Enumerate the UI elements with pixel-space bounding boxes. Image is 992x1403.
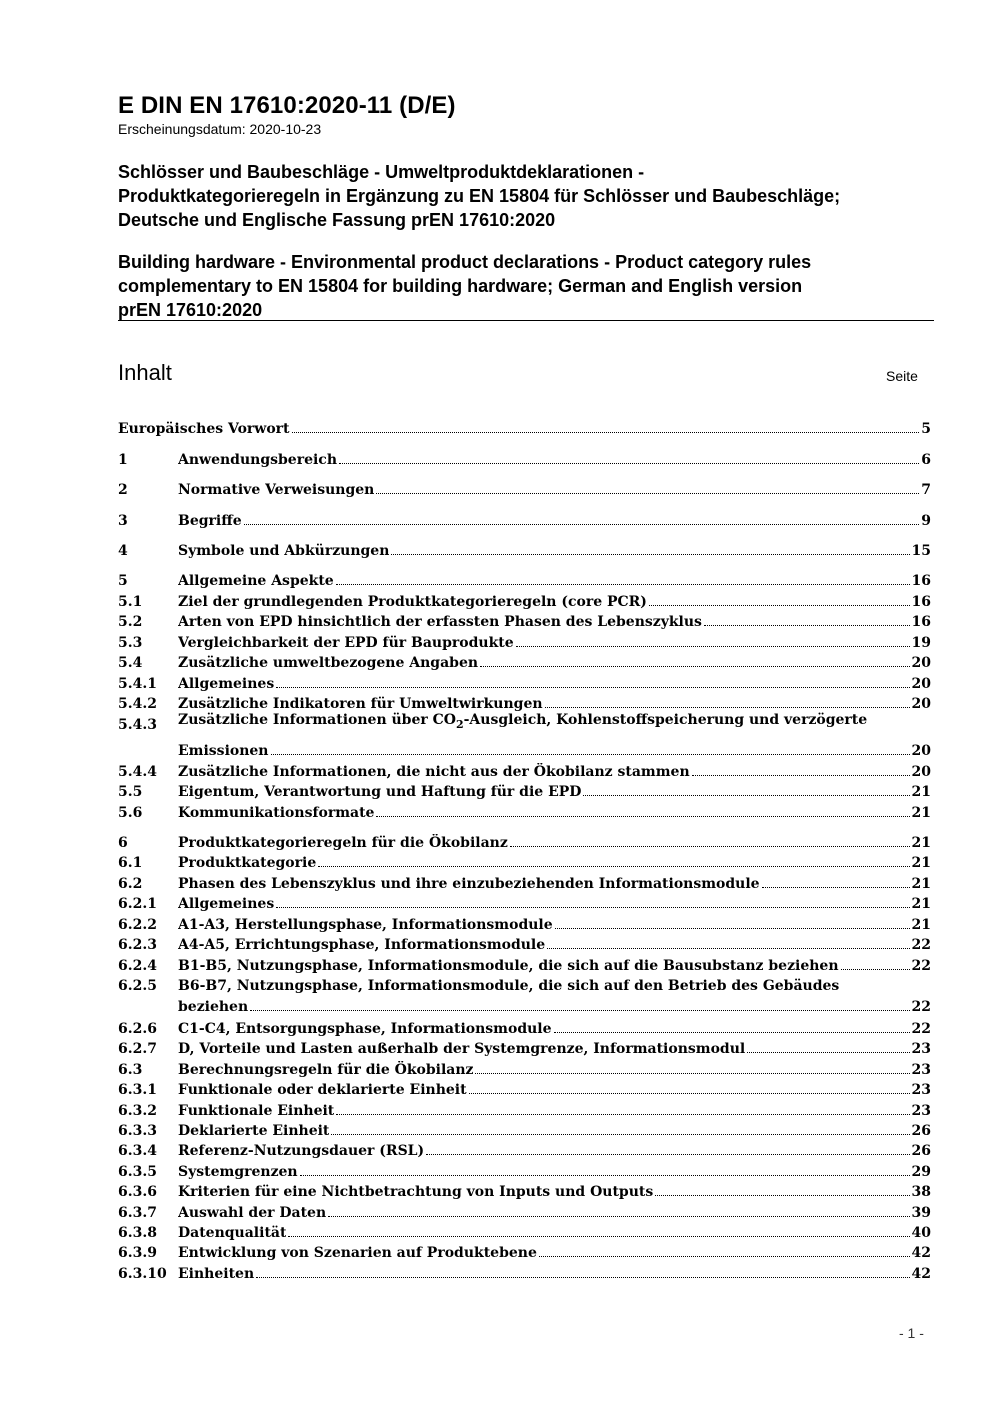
- toc-entry[interactable]: [118, 570, 931, 590]
- toc-entry[interactable]: [118, 934, 931, 954]
- toc-entry[interactable]: [118, 955, 931, 975]
- toc-entry-page: 26: [911, 1143, 931, 1159]
- toc-entry-number: 6.3.5: [118, 1164, 157, 1180]
- toc-entry-page: 21: [911, 855, 931, 871]
- toc-entry-page: 21: [911, 835, 931, 851]
- toc-entry-number: 6.2.6: [118, 1021, 157, 1037]
- toc-entry-label: Arten von EPD hinsichtlich der erfassten Phasen des Lebenszyklus: [178, 614, 702, 630]
- toc-entry-number: 6.3.7: [118, 1205, 157, 1221]
- toc-dot-leader: [256, 1277, 909, 1278]
- toc-entry-label: Zusätzliche Indikatoren für Umweltwirkungen: [178, 696, 543, 712]
- toc-entry[interactable]: [118, 873, 931, 893]
- toc-entry-page: 21: [911, 805, 931, 821]
- toc-dot-leader: [276, 687, 909, 688]
- toc-entry-number: 5.4.4: [118, 764, 157, 780]
- toc-entry[interactable]: [118, 591, 931, 611]
- toc-dot-leader: [539, 1256, 910, 1257]
- toc-entry-label: B6-B7, Nutzungsphase, Informationsmodule, die sich auf den Betrieb des Gebäudes: [178, 978, 840, 994]
- toc-entry-number: 6.3: [118, 1062, 143, 1078]
- publication-date: Erscheinungsdatum: 2020-10-23: [118, 121, 322, 137]
- toc-entry[interactable]: [118, 1202, 931, 1222]
- toc-entry-number: 5.3: [118, 635, 143, 651]
- toc-entry-number: 6.2.4: [118, 958, 157, 974]
- toc-entry-number: 6.2: [118, 876, 143, 892]
- toc-entry-page: 42: [911, 1245, 931, 1261]
- toc-entry-label: Datenqualität: [178, 1225, 287, 1241]
- toc-entry[interactable]: [118, 852, 931, 872]
- toc-entry[interactable]: [118, 540, 931, 560]
- toc-entry-page: 42: [911, 1266, 931, 1282]
- toc-entry-label: B1-B5, Nutzungsphase, Informationsmodule, die sich auf die Bausubstanz beziehen: [178, 958, 839, 974]
- toc-dot-leader: [271, 754, 910, 755]
- toc-entry[interactable]: [118, 418, 931, 438]
- toc-entry-number: 6.3.4: [118, 1143, 157, 1159]
- toc-dot-leader: [547, 948, 909, 949]
- title-english-line: complementary to EN 15804 for building hardware; German and English version: [118, 276, 803, 296]
- toc-entry-label: Systemgrenzen: [178, 1164, 298, 1180]
- toc-entry-label: Europäisches Vorwort: [118, 421, 290, 437]
- toc-entry-label: Normative Verweisungen: [178, 482, 375, 498]
- toc-entry-number: 6.1: [118, 855, 143, 871]
- toc-dot-leader: [841, 969, 910, 970]
- toc-dot-leader: [747, 1052, 909, 1053]
- toc-entry-page: 23: [911, 1062, 931, 1078]
- toc-entry[interactable]: [118, 1120, 931, 1140]
- toc-entry-label: Begriffe: [178, 513, 242, 529]
- toc-entry[interactable]: [118, 761, 931, 781]
- toc-entry-page: 21: [911, 876, 931, 892]
- toc-entry-number: 2: [118, 482, 128, 498]
- toc-entry-page: 19: [911, 635, 931, 651]
- toc-page-column-label: Seite: [886, 368, 918, 384]
- toc-entry[interactable]: [118, 914, 931, 934]
- toc-entry-number: 6.2.3: [118, 937, 157, 953]
- toc-entry-page: 20: [911, 696, 931, 712]
- toc-dot-leader: [475, 1073, 909, 1074]
- toc-entry[interactable]: [118, 611, 931, 631]
- toc-dot-leader: [692, 775, 910, 776]
- toc-dot-leader: [545, 707, 910, 708]
- toc-entry-continuation[interactable]: [118, 996, 931, 1016]
- toc-dot-leader: [510, 846, 910, 847]
- toc-entry-number: 5.6: [118, 805, 143, 821]
- toc-entry[interactable]: [118, 1161, 931, 1181]
- toc-entry-number: 6.2.5: [118, 978, 157, 994]
- toc-entry[interactable]: [118, 832, 931, 852]
- title-english-line: Building hardware - Environmental product declarations - Product category rules: [118, 252, 812, 272]
- toc-entry[interactable]: [118, 1059, 931, 1079]
- toc-entry-number: 6.2.7: [118, 1041, 157, 1057]
- toc-entry-label: Produktkategorieregeln für die Ökobilanz: [178, 835, 508, 851]
- toc-entry-label: Funktionale Einheit: [178, 1103, 335, 1119]
- toc-entry-page: 22: [911, 999, 931, 1015]
- toc-entry-page: 16: [911, 594, 931, 610]
- toc-entry-label: A4-A5, Errichtungsphase, Informationsmodule: [178, 937, 546, 953]
- toc-entry-number: 6.3.6: [118, 1184, 157, 1200]
- toc-dot-leader: [328, 1216, 909, 1217]
- toc-entry-page: 23: [911, 1082, 931, 1098]
- toc-entry-page: 23: [911, 1103, 931, 1119]
- toc-entry-label: Allgemeine Aspekte: [178, 573, 334, 589]
- toc-entry-page: 21: [911, 784, 931, 800]
- toc-entry-label: Zusätzliche umweltbezogene Angaben: [178, 655, 479, 671]
- toc-entry-label: Allgemeines: [178, 896, 275, 912]
- toc-entry-page: 20: [911, 676, 931, 692]
- toc-dot-leader: [516, 646, 910, 647]
- toc-dot-leader: [331, 1134, 909, 1135]
- toc-dot-leader: [762, 887, 910, 888]
- toc-entry[interactable]: [118, 479, 931, 499]
- toc-entry-page: 23: [911, 1041, 931, 1057]
- title-german: [118, 160, 938, 232]
- toc-entry-label: Kommunikationsformate: [178, 805, 375, 821]
- toc-entry-number: 3: [118, 513, 128, 529]
- toc-entry-label: Berechnungsregeln für die Ökobilanz: [178, 1062, 474, 1078]
- toc-entry-label: Emissionen: [178, 743, 269, 759]
- toc-entry[interactable]: [118, 1263, 931, 1283]
- toc-entry[interactable]: [118, 1100, 931, 1120]
- title-german-line: Schlösser und Baubeschläge - Umweltproduktdeklarationen -: [118, 162, 645, 182]
- toc-dot-leader: [339, 463, 919, 464]
- toc-entry-number: 4: [118, 543, 128, 559]
- toc-entry[interactable]: [118, 1222, 931, 1242]
- toc-entry[interactable]: [118, 802, 931, 822]
- toc-entry[interactable]: [118, 673, 931, 693]
- toc-entry[interactable]: [118, 893, 931, 913]
- title-english-line: prEN 17610:2020: [118, 300, 263, 320]
- toc-dot-leader: [318, 866, 909, 867]
- toc-entry-page: 16: [911, 573, 931, 589]
- toc-entry-label: Anwendungsbereich: [178, 452, 337, 468]
- toc-entry-page: 21: [911, 917, 931, 933]
- toc-entry[interactable]: [118, 1181, 931, 1201]
- toc-entry[interactable]: [118, 781, 931, 801]
- toc-entry[interactable]: [118, 693, 931, 713]
- toc-entry-page: 22: [911, 1021, 931, 1037]
- toc-entry-label: Kriterien für eine Nichtbetrachtung von Inputs und Outputs: [178, 1184, 654, 1200]
- toc-entry-page: 6: [921, 452, 931, 468]
- toc-entry-label: Funktionale oder deklarierte Einheit: [178, 1082, 467, 1098]
- toc-dot-leader: [649, 605, 910, 606]
- toc-entry-label: Einheiten: [178, 1266, 255, 1282]
- toc-entry-number: 5.4.2: [118, 696, 157, 712]
- toc-entry-page: 9: [921, 513, 931, 529]
- toc-entry-label: C1-C4, Entsorgungsphase, Informationsmodule: [178, 1021, 552, 1037]
- toc-entry[interactable]: [118, 975, 931, 995]
- toc-dot-leader: [376, 816, 909, 817]
- toc-entry[interactable]: [118, 449, 931, 469]
- toc-entry-number: 5.4.3: [118, 717, 157, 733]
- toc-entry-label: A1-A3, Herstellungsphase, Informationsmodule: [178, 917, 553, 933]
- toc-entry-page: 39: [911, 1205, 931, 1221]
- toc-entry-number: 6.3.10: [118, 1266, 167, 1282]
- toc-dot-leader: [376, 493, 919, 494]
- toc-entry-label: Entwicklung von Szenarien auf Produktebene: [178, 1245, 537, 1261]
- toc-entry-number: 6.2.1: [118, 896, 157, 912]
- toc-entry-page: 7: [921, 482, 931, 498]
- toc-entry-page: 26: [911, 1123, 931, 1139]
- toc-dot-leader: [288, 1236, 909, 1237]
- title-english: [118, 250, 938, 322]
- toc-entry[interactable]: [118, 632, 931, 652]
- toc-dot-leader: [704, 625, 910, 626]
- toc-entry-page: 20: [911, 743, 931, 759]
- toc-dot-leader: [426, 1154, 909, 1155]
- toc-entry-label: Referenz-Nutzungsdauer (RSL): [178, 1143, 425, 1159]
- toc-entry-label: Symbole und Abkürzungen: [178, 543, 390, 559]
- toc-entry[interactable]: [118, 1038, 931, 1058]
- document-id: E DIN EN 17610:2020-11 (D/E): [118, 92, 456, 119]
- toc-entry-page: 15: [911, 543, 931, 559]
- toc-entry-label: Auswahl der Daten: [178, 1205, 327, 1221]
- toc-dot-leader: [391, 554, 909, 555]
- toc-dot-leader: [276, 907, 909, 908]
- toc-entry-subscript: 2: [455, 718, 464, 731]
- toc-entry-number: 6.2.2: [118, 917, 157, 933]
- toc-entry-label: Eigentum, Verantwortung und Haftung für die EPD: [178, 784, 582, 800]
- toc-entry-label: Allgemeines: [178, 676, 275, 692]
- toc-entry[interactable]: [118, 1140, 931, 1160]
- toc-entry-page: 40: [911, 1225, 931, 1241]
- toc-entry-label: Deklarierte Einheit: [178, 1123, 330, 1139]
- toc-entry-page: 38: [911, 1184, 931, 1200]
- toc-entry-label: D, Vorteile und Lasten außerhalb der Systemgrenze, Informationsmodul: [178, 1041, 746, 1057]
- toc-entry-page: 20: [911, 764, 931, 780]
- toc-entry-page: 16: [911, 614, 931, 630]
- toc-dot-leader: [292, 432, 920, 433]
- toc-dot-leader: [583, 795, 909, 796]
- toc-dot-leader: [655, 1195, 909, 1196]
- toc-entry-label: beziehen: [178, 999, 249, 1015]
- title-german-line: Produktkategorieregeln in Ergänzung zu EN 15804 für Schlösser und Baubeschläge;: [118, 186, 841, 206]
- toc-entry-number: 6.3.8: [118, 1225, 157, 1241]
- toc-entry-label: Zusätzliche Informationen über $CO_2$-Ausgleich, Kohlenstoffspeicherung und verzögerte: [178, 712, 868, 731]
- toc-entry-number: 5.4: [118, 655, 143, 671]
- toc-entry-label: Vergleichbarkeit der EPD für Bauprodukte: [178, 635, 514, 651]
- toc-dot-leader: [336, 584, 910, 585]
- toc-entry[interactable]: [118, 510, 931, 530]
- toc-dot-leader: [469, 1093, 910, 1094]
- toc-entry-number: 6.3.2: [118, 1103, 157, 1119]
- title-german-line: Deutsche und Englische Fassung prEN 17610:2020: [118, 210, 556, 230]
- toc-entry-number: 5.2: [118, 614, 143, 630]
- toc-entry[interactable]: [118, 652, 931, 672]
- toc-entry-page: 5: [921, 421, 931, 437]
- toc-entry-number: 6: [118, 835, 128, 851]
- toc-entry[interactable]: [118, 714, 931, 734]
- toc-entry-number: 6.3.1: [118, 1082, 157, 1098]
- toc-dot-leader: [336, 1114, 909, 1115]
- toc-entry-label: Zusätzliche Informationen, die nicht aus der Ökobilanz stammen: [178, 764, 690, 780]
- toc-entry[interactable]: [118, 1079, 931, 1099]
- toc-entry-number: 6.3.3: [118, 1123, 157, 1139]
- toc-entry-number: 5: [118, 573, 128, 589]
- toc-entry-page: 29: [911, 1164, 931, 1180]
- toc-dot-leader: [250, 1010, 909, 1011]
- toc-entry-label: Produktkategorie: [178, 855, 317, 871]
- toc-entry-number: 5.1: [118, 594, 143, 610]
- toc-entry[interactable]: [118, 1018, 931, 1038]
- toc-dot-leader: [554, 1032, 910, 1033]
- toc-dot-leader: [480, 666, 909, 667]
- toc-entry[interactable]: [118, 1242, 931, 1262]
- toc-entry-label: Ziel der grundlegenden Produktkategorieregeln (core PCR): [178, 594, 647, 610]
- toc-entry-number: 5.4.1: [118, 676, 157, 692]
- page-number: - 1 -: [899, 1325, 924, 1341]
- toc-entry-number: 5.5: [118, 784, 143, 800]
- toc-entry-page: 20: [911, 655, 931, 671]
- toc-dot-leader: [300, 1175, 910, 1176]
- toc-entry-number: 6.3.9: [118, 1245, 157, 1261]
- toc-entry-page: 22: [911, 958, 931, 974]
- toc-entry-number: 1: [118, 452, 128, 468]
- toc-entry-page: 22: [911, 937, 931, 953]
- toc-dot-leader: [555, 928, 910, 929]
- toc-heading: Inhalt: [118, 360, 172, 385]
- toc-entry-continuation[interactable]: [118, 740, 931, 760]
- title-divider: [118, 320, 934, 321]
- toc-entry-label: Phasen des Lebenszyklus und ihre einzubeziehenden Informationsmodule: [178, 876, 760, 892]
- toc-dot-leader: [244, 524, 920, 525]
- toc-entry-page: 21: [911, 896, 931, 912]
